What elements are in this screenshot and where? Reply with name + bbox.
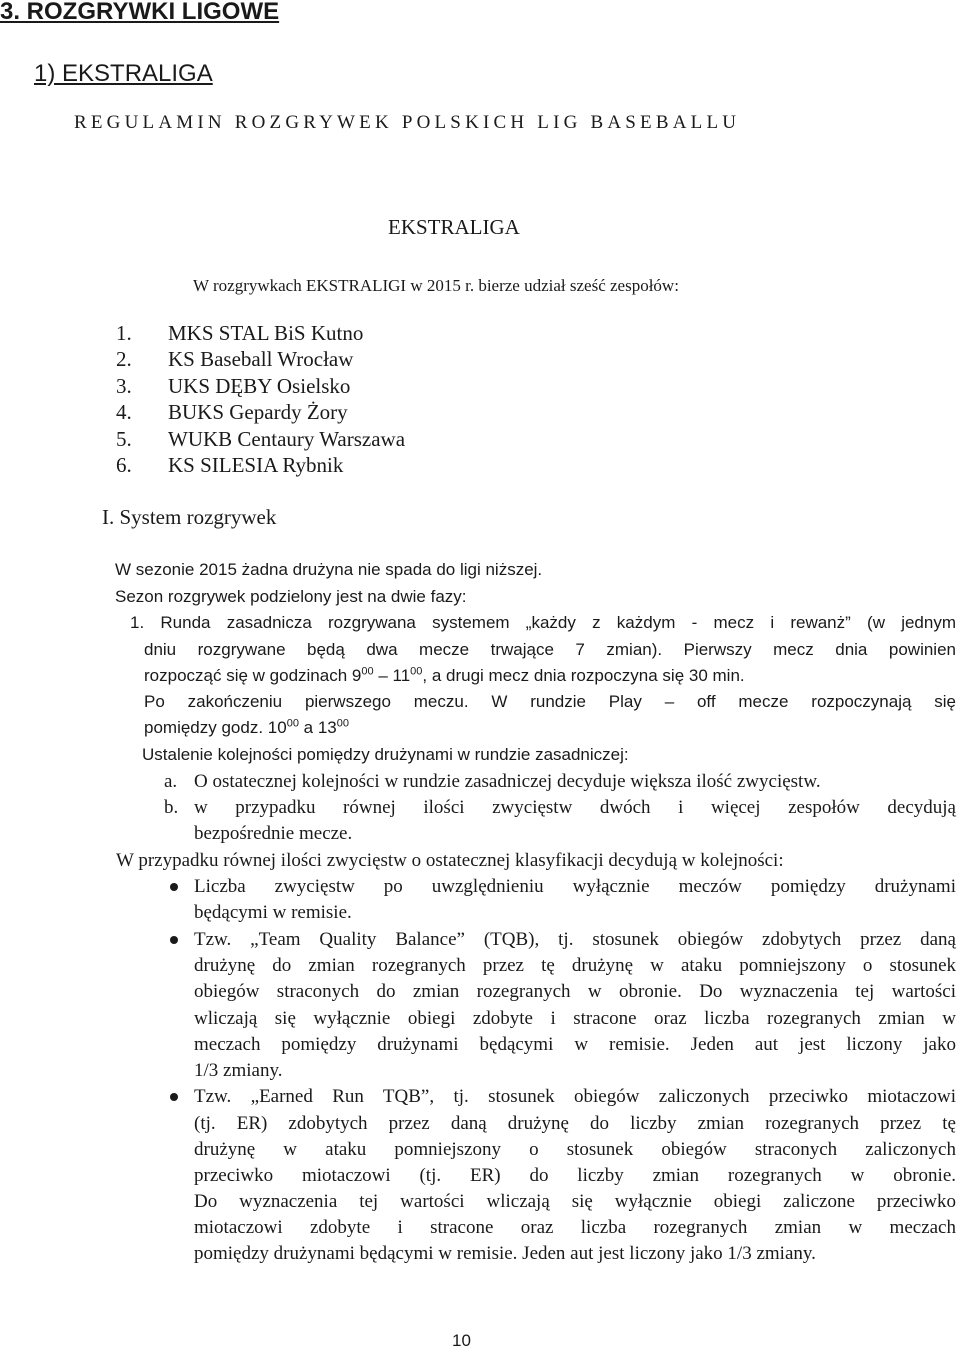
- team-name: BUKS Gepardy Żory: [168, 400, 348, 424]
- intro-text: W rozgrywkach EKSTRALIGI w 2015 r. bierze udział sześć zespołów:: [193, 276, 679, 295]
- team-name: KS SILESIA Rybnik: [168, 453, 344, 477]
- bullet-dot: [170, 1093, 178, 1101]
- bullet3-line7: pomiędzy drużynami będącymi w remisie. Jeden aut jest liczony jako 1/3 zmiany.: [194, 1243, 816, 1264]
- bullet2-line3: obiegów straconych do zmian rozegranych w obronie. Do wyznaczenia tej wartości: [194, 981, 956, 1002]
- section-heading: 1) EKSTRALIGA: [34, 60, 213, 87]
- team-number: 1.: [116, 321, 132, 345]
- paragraph-no-relegation: W sezonie 2015 żadna drużyna nie spada do ligi niższej.: [115, 560, 543, 579]
- bullet-dot: [170, 936, 178, 944]
- team-name: UKS DĘBY Osielsko: [168, 374, 351, 398]
- bullet2-line5: meczach pomiędzy drużynami będącymi w remisie. Jeden aut jest liczony jako: [194, 1034, 956, 1055]
- sub-a-text: O ostatecznej kolejności w rundzie zasadniczej decyduje większa ilość zwycięstw.: [194, 771, 821, 792]
- ordering-heading: Ustalenie kolejności pomiędzy drużynami w rundzie zasadniczej:: [142, 745, 629, 764]
- team-name: KS Baseball Wrocław: [168, 347, 354, 371]
- page-number: 10: [452, 1331, 471, 1350]
- team-number: 5.: [116, 427, 132, 451]
- bullet1-line1: Liczba zwycięstw po uwzględnieniu wyłącznie meczów pomiędzy drużynami: [194, 876, 956, 897]
- paragraph-phases: Sezon rozgrywek podzielony jest na dwie fazy:: [115, 587, 467, 606]
- item1-line1: 1. Runda zasadnicza rozgrywana systemem „każdy z każdym - mecz i rewanż” (w jednym: [130, 613, 956, 632]
- sub-b-line1: w przypadku równej ilości zwycięstw dwóch i więcej zespołów decydują: [194, 797, 956, 818]
- team-name: MKS STAL BiS Kutno: [168, 321, 364, 345]
- chapter-heading: 3. ROZGRYWKI LIGOWE: [0, 0, 280, 25]
- bullet2-line1: Tzw. „Team Quality Balance” (TQB), tj. stosunek obiegów zdobytych przez daną: [194, 929, 956, 950]
- item1-line3: rozpocząć się w godzinach $9^{00} - 11^{00}$, a drugi mecz dnia rozpoczyna się 30 min.: [144, 665, 745, 685]
- bullet2-line2: drużynę do zmian rozegranych przez tę drużynę w ataku pomniejszony o stosunek: [194, 955, 956, 976]
- bullet3-line1: Tzw. „Earned Run TQB”, tj. stosunek obiegów zaliczonych przeciwko miotaczowi: [194, 1086, 956, 1107]
- bullet3-line3: drużynę w ataku pomniejszony o stosunek obiegów straconych zaliczonych: [194, 1139, 956, 1160]
- team-number: 2.: [116, 347, 132, 371]
- item1-line2: dniu rozgrywane będą dwa mecze trwające 7 zmian). Pierwszy mecz dnia powinien: [144, 640, 956, 659]
- item1-line5: pomiędzy godz. $10^{00}$ a $13^{00}$: [144, 717, 350, 737]
- sub-b-label: b.: [164, 797, 179, 818]
- team-number: 6.: [116, 453, 132, 477]
- bullet3-line2: (tj. ER) zdobytych przez daną drużynę do liczby zmian rozegranych przez tę: [194, 1113, 956, 1134]
- bullet3-line5: Do wyznaczenia tej wartości wliczają się wyłącznie obiegi zaliczone przeciwko: [194, 1191, 956, 1212]
- system-heading: I. System rozgrywek: [102, 505, 277, 529]
- regulation-title: REGULAMIN ROZGRYWEK POLSKICH LIG BASEBALLU: [74, 112, 741, 133]
- bullet3-line6: miotaczowi zdobyte i stracone oraz liczba rozegranych zmian w meczach: [194, 1217, 956, 1238]
- bullet3-line4: przeciwko miotaczowi (tj. ER) do liczby zmian rozegranych w obronie.: [194, 1165, 956, 1186]
- team-number: 3.: [116, 374, 132, 398]
- bullet1-line2: będącymi w remisie.: [194, 902, 352, 923]
- bullet2-line6: 1/3 zmiany.: [194, 1060, 283, 1081]
- team-number: 4.: [116, 400, 132, 424]
- bullet-dot: [170, 883, 178, 891]
- sub-b-line2: bezpośrednie mecze.: [194, 823, 353, 844]
- item1-line4: Po zakończeniu pierwszego meczu. W rundzie Play – off mecze rozpoczynają się: [144, 692, 956, 711]
- bullet2-line4: wliczają się wyłącznie obiegi zdobyte i stracone oraz liczba rozegranych zmian w: [194, 1008, 956, 1029]
- tiebreak-heading: W przypadku równej ilości zwycięstw o ostatecznej klasyfikacji decydują w kolejności:: [116, 850, 784, 871]
- sub-a-label: a.: [164, 771, 178, 792]
- team-name: WUKB Centaury Warszawa: [168, 427, 406, 451]
- league-title: EKSTRALIGA: [388, 215, 520, 239]
